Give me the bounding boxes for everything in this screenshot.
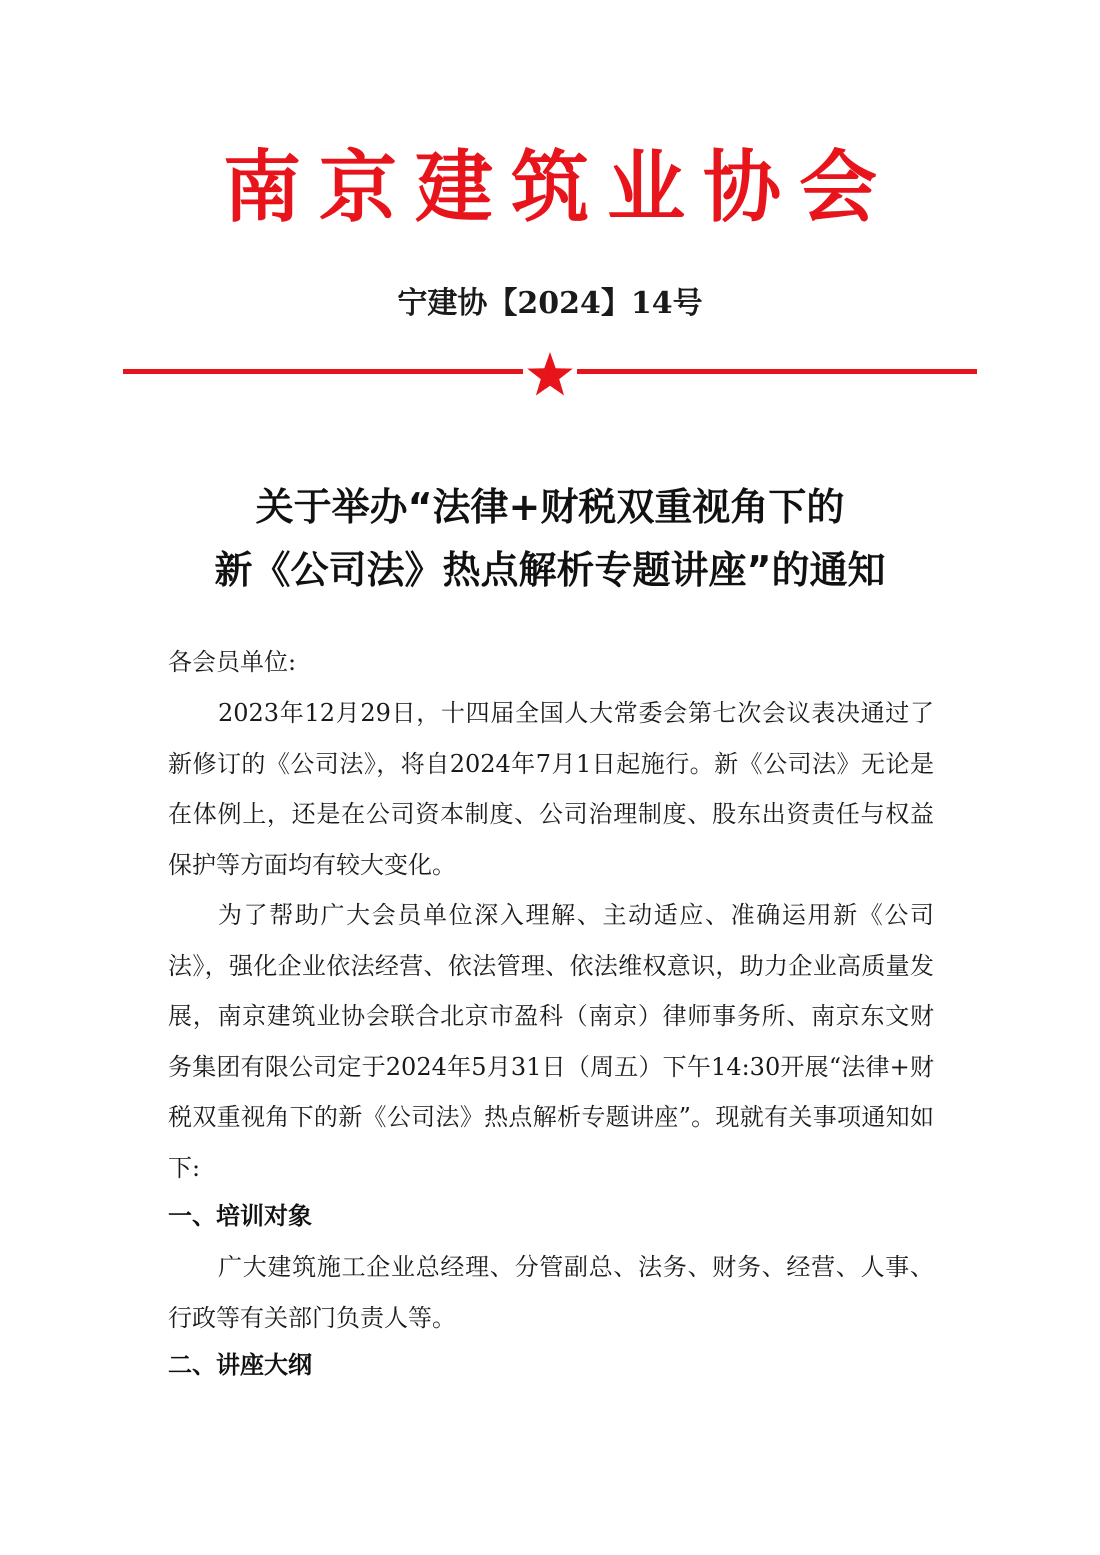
organization-header: 南京建筑业协会 [222, 143, 895, 233]
section-heading-outline: 二、讲座大纲 [168, 1351, 312, 1379]
document-number: 宁建协【2024】14号 [397, 286, 703, 321]
notice-title-line-2: 新《公司法》热点解析专题讲座”的通知 [214, 548, 886, 592]
divider-line-left [123, 369, 523, 374]
salutation: 各会员单位: [168, 648, 297, 676]
paragraph-audience: 广大建筑施工企业总经理、分管副总、法务、财务、经营、人事、行政等有关部门负责人等。 [168, 1253, 934, 1332]
notice-title-line-1: 关于举办“法律+财税双重视角下的 [255, 485, 845, 529]
section-heading-audience: 一、培训对象 [168, 1202, 312, 1230]
divider-line-right [577, 369, 977, 374]
red-divider-with-star [123, 348, 977, 408]
paragraph-background: 2023年12月29日，十四届全国人大常委会第七次会议表决通过了新修订的《公司法》，将自2024年7月1日起施行。新《公司法》无论是在体例上，还是在公司资本制度、公司治理制度、股东出资责任与权益保护等方面均有较大变化。 [168, 699, 934, 879]
paragraph-purpose: 为了帮助广大会员单位深入理解、主动适应、准确运用新《公司法》，强化企业依法经营、依法管理、依法维权意识，助力企业高质量发展，南京建筑业协会联合北京市盈科（南京）律师事务所、南京东文财务集团有限公司定于2024年5月31日（周五）下午14:30开展“法律+财税双重视角下的新《公司法》热点解析专题讲座”。现就有关事项通知如下: [168, 901, 934, 1182]
star-icon [527, 352, 573, 396]
